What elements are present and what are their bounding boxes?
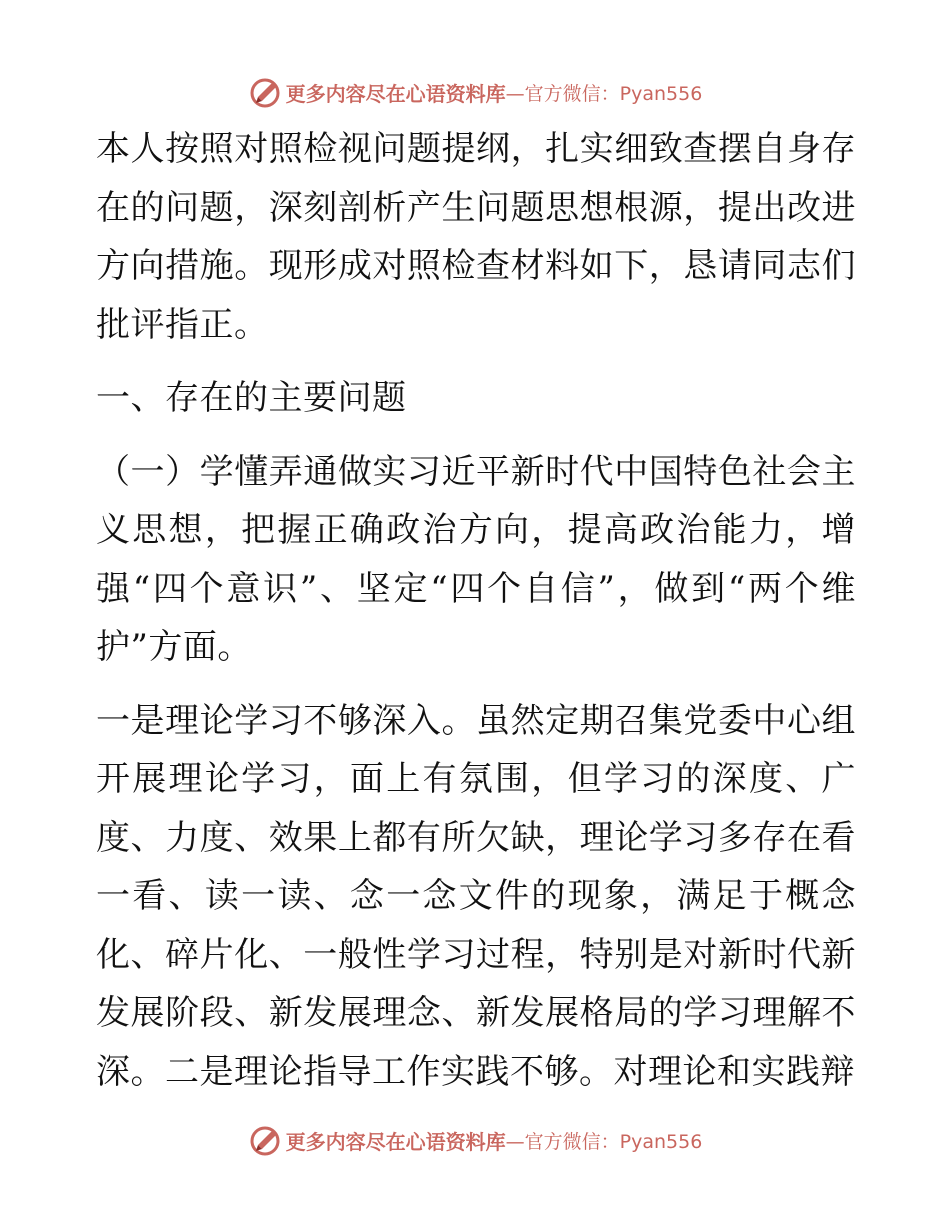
watermark-main-text: 更多内容尽在心语资料库 [285,1129,506,1154]
subsection-heading: （一）学懂弄通做实习近平新时代中国特色社会主义思想，把握正确政治方向，提高政治能力，增强“四个意识”、坚定“四个自信”，做到“两个维护”方面。 [96,451,856,667]
document-body [96,120,856,1101]
paragraph-body: 一是理论学习不够深入。虽然定期召集党委中心组开展理论学习，面上有氛围，但学习的深度、广度、力度、效果上都有所欠缺，理论学习多存在看一看、读一读、念一念文件的现象，满足于概念化、碎片化、一般性学习过程，特别是对新时代新发展阶段、新发展理念、新发展格局的学习理解不深。二是理论指导工作实践不够。对理论和实践辩 [96,700,856,1092]
footer-watermark [0,1120,950,1160]
pen-circle-logo-icon [248,75,282,109]
paragraph-intro: 本人按照对照检视问题提纲，扎实细致查摆自身存在的问题，深刻剖析产生问题思想根源，提出改进方向措施。现形成对照检查材料如下，恳请同志们批评指正。 [96,129,856,345]
pen-circle-logo-icon [248,1123,282,1157]
watermark-sub-text: —官方微信：Pyan556 [505,82,703,105]
watermark-sub-text: —官方微信：Pyan556 [505,1130,703,1153]
section-heading: 一、存在的主要问题 [96,378,407,418]
header-watermark [0,72,950,112]
watermark-main-text: 更多内容尽在心语资料库 [285,81,506,106]
